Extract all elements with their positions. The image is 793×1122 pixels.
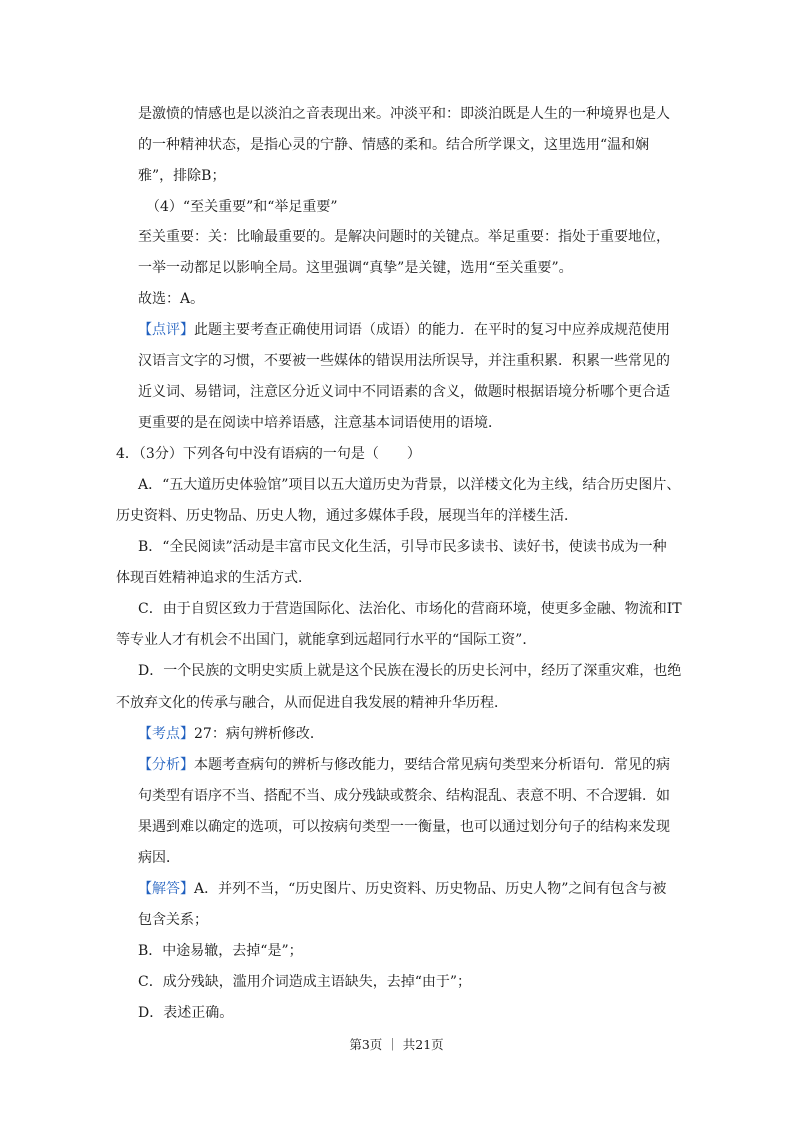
- line-text: B．“全民阅读”活动是丰富市民文化生活，引导市民多读书、读好书，使读书成为一种: [138, 539, 667, 555]
- option-d-line-1: [138, 661, 681, 681]
- solution-b: [138, 941, 303, 961]
- line-text: 包含关系；: [138, 912, 208, 928]
- page-footer: 第3页 ｜ 共21页: [349, 1037, 444, 1052]
- option-d-line-2: [116, 693, 508, 713]
- line-text: 本题考查病句的辨析与修改能力，要结合常见病句类型来分析语句．常见的病: [194, 757, 670, 773]
- option-b-line-1: [138, 537, 667, 557]
- line-text: 不放弃文化的传承与融合，从而促进自我发展的精神升华历程．: [116, 695, 508, 711]
- analysis-line-1: [138, 755, 670, 775]
- comment-line-3: [138, 382, 670, 402]
- line-text: D．表述正确。: [138, 1005, 234, 1021]
- line-text: 雅”，排除B；: [138, 168, 226, 184]
- line-text: C．由于自贸区致力于营造国际化、法治化、市场化的营商环境，使更多金融、物流和IT: [138, 601, 682, 617]
- para-prev-line-2: [138, 135, 649, 155]
- comment-line-4: [138, 413, 502, 433]
- answer-choice: [138, 289, 204, 309]
- line-text: 一举一动都足以影响全局。这里强调“真挚”是关键，选用“至关重要”。: [138, 260, 573, 276]
- line-text: 历史资料、历史物品、历史人物，通过多媒体手段，展现当年的洋楼生活．: [116, 508, 578, 524]
- line-text: A．“五大道历史体验馆”项目以五大道历史为背景，以洋楼文化为主线，结合历史图片、: [138, 477, 681, 493]
- line-text: 4．（3分）下列各句中没有语病的一句是（ ）: [116, 446, 421, 462]
- option-a-line-2: [116, 506, 578, 526]
- item-4-heading: [146, 197, 338, 217]
- line-text: 更重要的是在阅读中培养语感，注意基本词语使用的语境．: [138, 415, 502, 431]
- para-prev-line-1: [138, 104, 670, 124]
- line-text: 故选：A。: [138, 291, 205, 307]
- line-text: 此题主要考查正确使用词语（成语）的能力．在平时的复习中应养成规范使用: [194, 322, 670, 338]
- line-text: 句类型有语序不当、搭配不当、成分残缺或赘余、结构混乱、表意不明、不合逻辑．如: [138, 788, 670, 804]
- option-a-line-1: [138, 475, 680, 495]
- option-c-line-2: [116, 630, 536, 650]
- line-text: （4）“至关重要”和“举足重要”: [146, 199, 338, 215]
- solution-d: [138, 1003, 233, 1023]
- analysis-line-4: [138, 848, 180, 868]
- line-text: 果遇到难以确定的选项，可以按病句类型一一衡量，也可以通过划分句子的结构来发现: [138, 819, 670, 835]
- line-text: 近义词、易错词，注意区分近义词中不同语素的含义，做题时根据语境分析哪个更合适: [138, 384, 670, 400]
- section-tag: 【考点】: [138, 726, 194, 742]
- section-tag: 【分析】: [138, 757, 194, 773]
- line-text: 的一种精神状态，是指心灵的宁静、情感的柔和。结合所学课文，这里选用“温和娴: [138, 137, 650, 153]
- para-prev-line-3: [138, 166, 225, 186]
- solution-c: [138, 972, 471, 992]
- option-c-line-1: [138, 599, 682, 619]
- comment-line-2: [138, 351, 670, 371]
- solution-line-1: [138, 879, 666, 899]
- line-text: 体现百姓精神追求的生活方式．: [116, 570, 312, 586]
- line-text: 至关重要：关：比喻最重要的。是解决问题时的关键点。举足重要：指处于重要地位，: [138, 229, 670, 245]
- section-tag: 【解答】: [138, 881, 194, 897]
- line-text: 是激愤的情感也是以淡泊之音表现出来。冲淡平和：即淡泊既是人生的一种境界也是人: [138, 106, 670, 122]
- option-b-line-2: [116, 568, 312, 588]
- item-4-line-2: [138, 258, 573, 278]
- line-text: C．成分残缺，滥用介词造成主语缺失，去掉“由于”；: [138, 974, 472, 990]
- analysis-line-2: [138, 786, 670, 806]
- item-4-line-1: [138, 227, 670, 247]
- line-text: 27：病句辨析修改．: [194, 726, 324, 742]
- solution-line-2: [138, 910, 208, 930]
- question-4-stem: [116, 444, 421, 464]
- line-text: A．并列不当，“历史图片、历史资料、历史物品、历史人物”之间有包含与被: [194, 881, 667, 897]
- kaodian: [138, 724, 324, 744]
- line-text: B．中途易辙，去掉“是”；: [138, 943, 303, 959]
- analysis-line-3: [138, 817, 670, 837]
- line-text: 等专业人才有机会不出国门，就能拿到远超同行水平的“国际工资”．: [116, 632, 537, 648]
- line-text: D．一个民族的文明史实质上就是这个民族在漫长的历史长河中，经历了深重灾难，也绝: [138, 663, 682, 679]
- section-tag: 【点评】: [138, 322, 194, 338]
- comment-line-1: [138, 320, 670, 340]
- line-text: 汉语言文字的习惯，不要被一些媒体的错误用法所误导，并注重积累．积累一些常见的: [138, 353, 670, 369]
- line-text: 病因．: [138, 850, 180, 866]
